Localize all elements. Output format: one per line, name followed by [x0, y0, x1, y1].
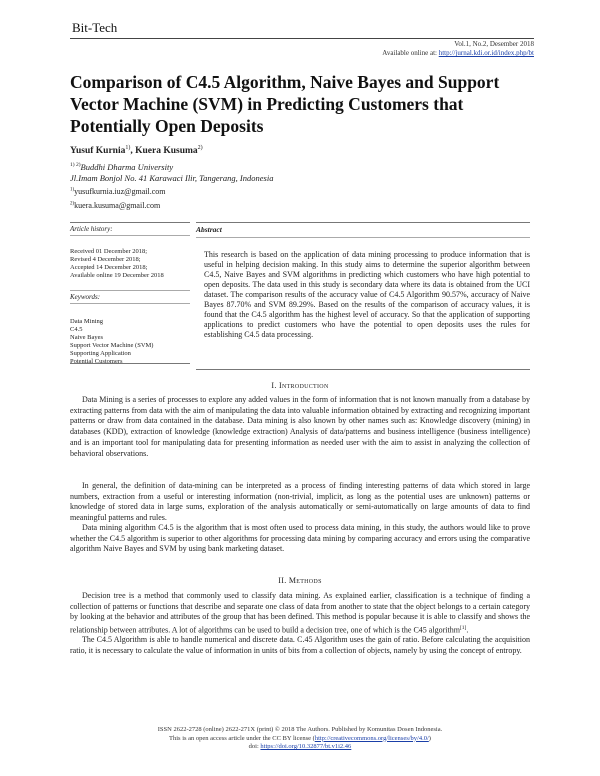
- author-sup: 1): [125, 145, 131, 151]
- license-suffix: ): [428, 734, 431, 742]
- section-num: I.: [271, 381, 277, 390]
- history-item: Accepted 14 December 2018;: [70, 264, 148, 271]
- header-rule: [70, 38, 534, 39]
- section-title: Methods: [288, 576, 322, 585]
- keyword: Supporting Application: [70, 350, 131, 357]
- article-history: [70, 248, 190, 280]
- journal-url-link[interactable]: http://jurnal.kdi.or.id/index.php/bt: [438, 49, 534, 57]
- email-address: kuera.kusuma@gmail.com: [74, 201, 161, 210]
- history-item: Received 01 December 2018;: [70, 248, 148, 255]
- journal-name: Bit-Tech: [72, 20, 118, 35]
- keyword: Support Vector Machine (SVM): [70, 342, 154, 349]
- paragraph: The C4.5 Algorithm is able to handle numerical and discrete data. C.45 Algorithm uses the gain of ratio. Before calculating the acquisition ratio, it is necessary to calculate the value of information in units of bits from a collection of objects, namely by using the concept of entropy.: [70, 635, 530, 655]
- section-num: II.: [278, 576, 287, 585]
- paragraph: Data Mining is a series of processes to explore any added values in the form of information that is not known manually from a database by extracting patterns from data with the aim of manipulating the data into valuable information obtained by extracting and recognizing important patterns or draw from data contained in the database. Data mining is also known by other names such as: Knowledge discovery (mining) in databases (KDD), extraction of knowledge (knowledge extraction) Analysis of data/patterns and business intelligence (business intelligence) and is an important tool for manipulating data for presenting information as needed user with the aim to assist in analyzing the collection of behavioral observations.: [70, 395, 530, 458]
- email-address: yusufkurnia.iuz@gmail.com: [74, 187, 166, 196]
- abstract-box: [196, 222, 530, 370]
- doi-link[interactable]: https://doi.org/10.32877/bt.v1i2.46: [260, 743, 352, 750]
- affil-sup: 1) 2): [70, 162, 81, 168]
- article-history-label: Article history:: [70, 223, 190, 236]
- affil-address: Jl.Imam Bonjol No. 41 Karawaci Ilir, Tangerang, Indonesia: [70, 172, 274, 183]
- footer: [70, 726, 530, 752]
- keyword: C4.5: [70, 326, 83, 333]
- email-1: [70, 187, 166, 196]
- author-name: Kuera Kusuma: [135, 146, 198, 157]
- section-heading-introduction: [70, 381, 530, 390]
- paragraph-text: Decision tree is a method that commonly used to classify data mining. As explained earlier, classification is a technique of finding a collection of patterns or functions that describe and separate one class of data from another to state that the object belongs to a certain category by looking at the behavior and attributes of the group that has been defined. This method is popular because it is able to classify and shows the relationship between attributes. A lot of algorithms can be used to build a decision tree, one of which is the C45 algorithm: [70, 591, 530, 635]
- citation: [1]: [459, 625, 467, 632]
- affil-university: Buddhi Dharma University: [80, 161, 174, 172]
- section-heading-methods: [70, 576, 530, 585]
- author-name: Yusuf Kurnia: [70, 146, 126, 157]
- author-sup: 2): [197, 145, 203, 151]
- volume-info: [382, 40, 534, 58]
- footer-doi: [70, 743, 530, 752]
- paragraph: In general, the definition of data-mining can be interpreted as a process of finding interesting patterns of data which stored in large numbers, extraction from a useful or interesting information (non-trivial, implicit, as long as the potential uses are unknown) patterns or knowledge of stored data in large sums, exploration of the analysis automatically or semi-automatically on large amounts of data to find meaningful patterns and rules.: [70, 481, 530, 523]
- history-item: Revised 4 December 2018;: [70, 256, 141, 263]
- article-info-box: [70, 222, 190, 364]
- keywords-list: [70, 318, 190, 366]
- email-sup: 2): [70, 201, 75, 207]
- affiliation: [70, 160, 273, 184]
- authors: Yusuf Kurnia$^{1)}$, Kuera Kusuma$^{2)}$: [70, 145, 203, 157]
- available-prefix: Available online at:: [382, 49, 439, 57]
- paragraph: Decision tree is a method that commonly used to classify data mining. As explained earlier, classification is a technique of finding a collection of patterns or functions that describe and separate one class of data from another to state that the object belongs to a certain category by looking at the behavior and attributes of the group that has been defined. This method is popular because it is able to classify and shows the relationship between attributes. A lot of algorithms can be used to build a decision tree, one of which is the C45 algorithm[1].: [70, 591, 530, 635]
- keyword: Potential Customers: [70, 358, 123, 365]
- email-2: [70, 201, 160, 210]
- abstract-label: Abstract: [196, 223, 530, 238]
- license-link[interactable]: http://creativecommons.org/licenses/by/4.0/: [314, 734, 429, 742]
- doi-prefix: doi:: [248, 743, 261, 750]
- keyword: Naive Bayes: [70, 334, 104, 341]
- footer-license: [70, 735, 530, 744]
- footer-issn: ISSN 2622-2728 (online) 2622-271X (print) © 2018 The Authors. Published by Komunitas Dosen Indonesia.: [157, 726, 443, 733]
- section-title: Introduction: [278, 381, 329, 390]
- volume-label: Vol.1, No.2, Desember 2018: [454, 40, 534, 48]
- history-item: Available online 19 December 2018: [70, 272, 164, 279]
- abstract-text: This research is based on the application of data mining processing to produce information that is useful in helping decision making. In this study aims to determine the superior algorithm between C4.5, Naive Bayes and SVM algorithms in predicting which customers who have high potential to open deposits. The data used in this study is secondary data where its data is obtained from the UCI dataset. The comparison results of the accuracy value of C4.5 Algorithm 90.57%, accuracy of Naive Bayes 87.70% and SVM 89.29%. Based on the results of the comparison of accuracy values, it is found that the C4.5 algorithm has the highest level of accuracy. So that the application of supporting applications to predict customers who have the potential to open deposits uses the rules for establishing C4.5 data processing.: [204, 250, 530, 339]
- paper-title: Comparison of C4.5 Algorithm, Naive Bayes and Support Vector Machine (SVM) in Predicting Customers that Potentially Open Deposits: [70, 72, 500, 136]
- keywords-label: Keywords:: [70, 290, 190, 304]
- keyword: Data Mining: [70, 318, 104, 325]
- license-prefix: This is an open access article under the CC BY license (: [169, 734, 315, 742]
- email-sup: 1): [70, 187, 75, 193]
- paragraph: Data mining algorithm C4.5 is the algorithm that is most often used to process data mining, in this study, the authors would like to prove whether the C4.5 algorithm is superior to other algorithms for processing data mining by comparing accuracy and errors using the comparative algorithm Naive Bayes and SVM by using bank marketing dataset.: [70, 523, 530, 554]
- available-online: [382, 49, 534, 58]
